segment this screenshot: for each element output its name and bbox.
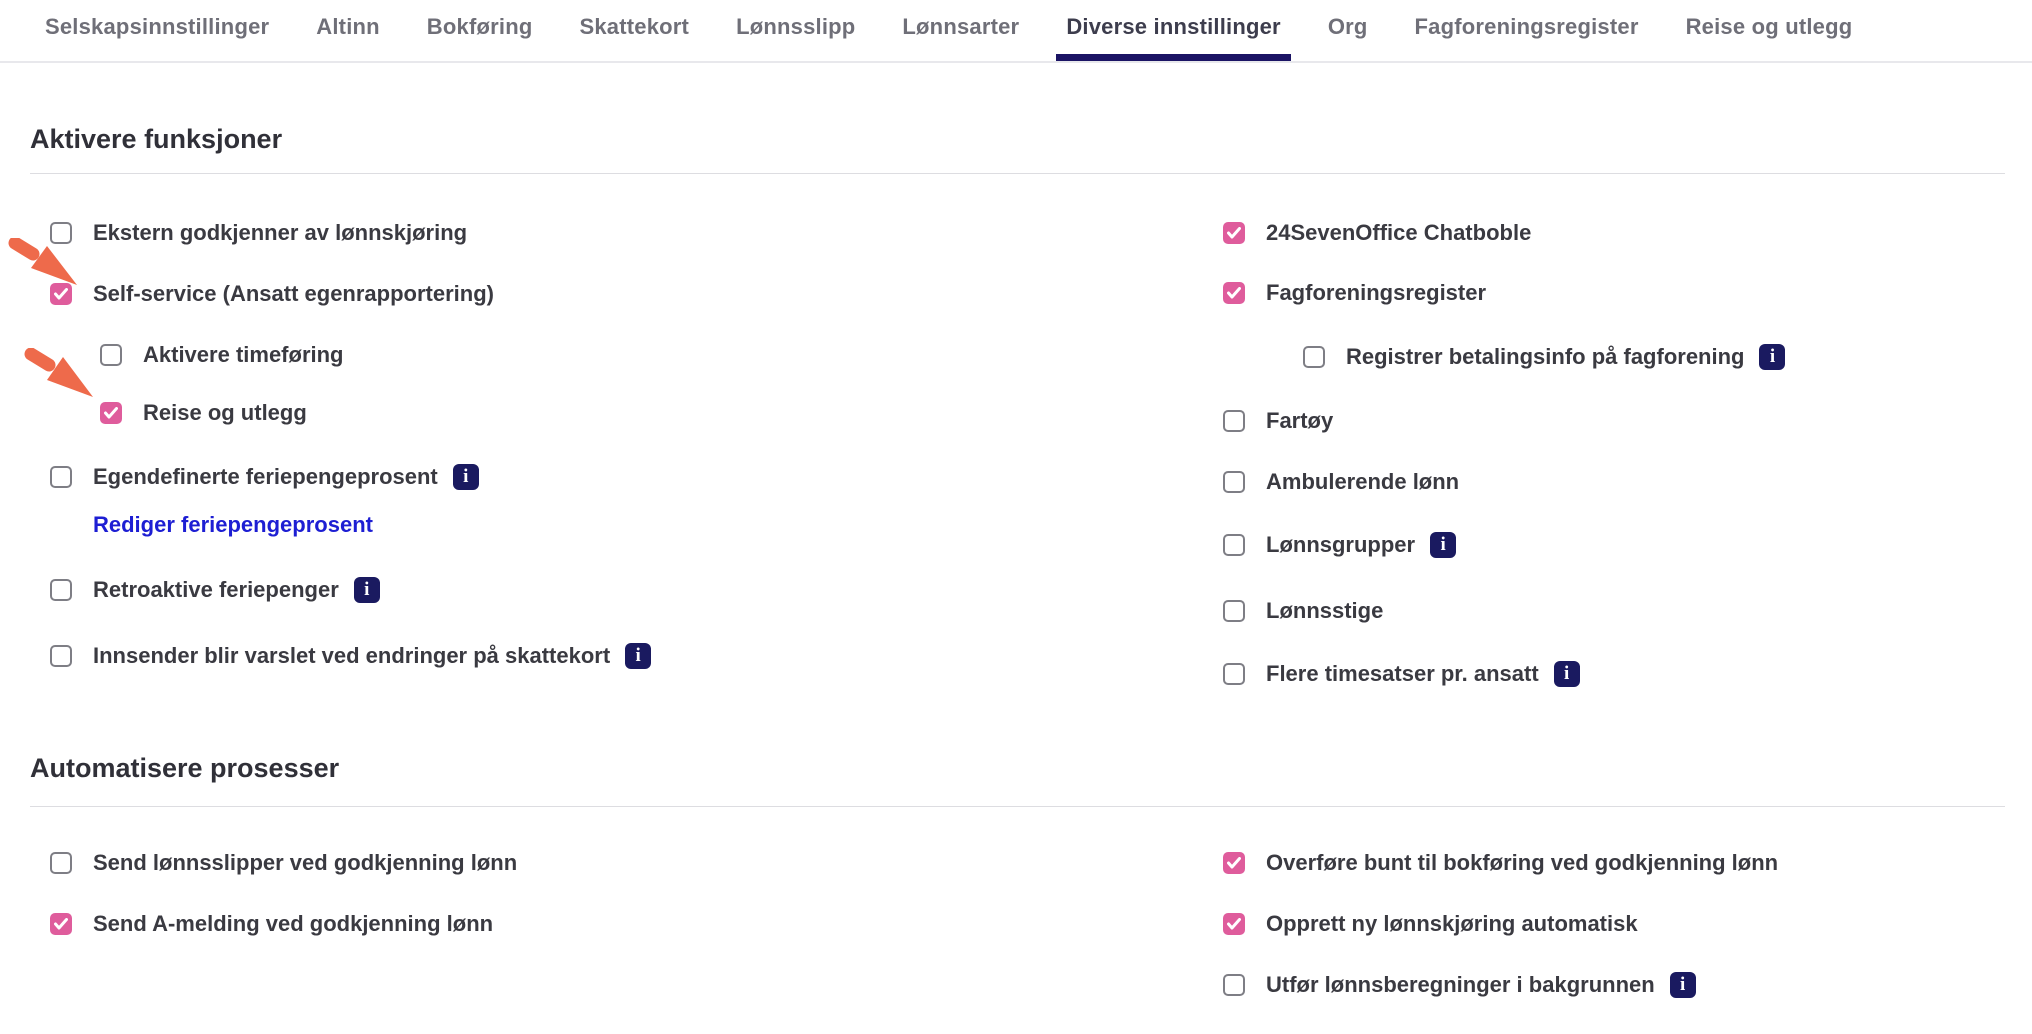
unchecked-checkbox[interactable] — [50, 222, 72, 244]
checkbox-label[interactable]: Send A-melding ved godkjenning lønn — [93, 911, 494, 936]
tab-l-nnsarter[interactable]: Lønnsarter — [902, 14, 1020, 39]
tab-l-nnsslipp[interactable]: Lønnsslipp — [736, 14, 856, 39]
checked-checkbox[interactable] — [1223, 852, 1245, 874]
checkbox-row-l-nnsstige — [1223, 593, 1383, 629]
rediger-feriepengeprosent-link[interactable]: Rediger feriepengeprosent — [93, 512, 373, 537]
unchecked-checkbox[interactable] — [1223, 410, 1245, 432]
checkbox-row-fagforeningsregister — [1223, 275, 1486, 311]
unchecked-checkbox[interactable] — [50, 579, 72, 601]
checked-checkbox[interactable] — [50, 283, 72, 305]
checked-checkbox[interactable] — [100, 402, 122, 424]
checkbox-label[interactable]: Opprett ny lønnskjøring automatisk — [1266, 911, 1638, 936]
checkbox-label[interactable]: Registrer betalingsinfo på fagforening — [1346, 344, 1745, 369]
unchecked-checkbox[interactable] — [100, 344, 122, 366]
unchecked-checkbox[interactable] — [1223, 534, 1245, 556]
info-icon[interactable]: i — [625, 643, 651, 669]
checkbox-row-aktivere-timef-ring — [100, 337, 344, 373]
tab-selskapsinnstillinger[interactable]: Selskapsinnstillinger — [45, 14, 270, 39]
checkbox-label[interactable]: Fartøy — [1266, 408, 1334, 433]
checked-checkbox[interactable] — [1223, 222, 1245, 244]
section-title-aktivere-funksjoner: Aktivere funksjoner — [30, 124, 283, 154]
info-icon[interactable]: i — [1430, 532, 1456, 558]
checkbox-label[interactable]: Send lønnsslipper ved godkjenning lønn — [93, 850, 518, 875]
settings-tab-bar — [0, 0, 2032, 63]
unchecked-checkbox[interactable] — [50, 852, 72, 874]
section-title-automatisere-prosesser: Automatisere prosesser — [30, 753, 340, 783]
checkbox-label[interactable]: Ekstern godkjenner av lønnskjøring — [93, 220, 468, 245]
annotation-arrow-reise-og-utlegg — [24, 348, 96, 400]
section-divider — [30, 173, 2005, 174]
checkbox-row-opprett-ny-l-nnskj-ring-automatisk — [1223, 906, 1638, 942]
checkbox-row-reise-og-utlegg — [100, 395, 307, 431]
checkbox-row-registrer-betalingsinfo-p-fagforening — [1303, 339, 1785, 375]
link-row — [93, 507, 373, 543]
checkbox-row-retroaktive-feriepenger — [50, 572, 380, 608]
checkbox-label[interactable]: Self-service (Ansatt egenrapportering) — [93, 281, 494, 306]
checkbox-label[interactable]: Utfør lønnsberegninger i bakgrunnen — [1266, 972, 1655, 997]
unchecked-checkbox[interactable] — [50, 466, 72, 488]
tab-skattekort[interactable]: Skattekort — [579, 14, 690, 39]
checkbox-row-ekstern-godkjenner-av-l-nnskj-ring — [50, 215, 467, 251]
checkbox-label[interactable]: Overføre bunt til bokføring ved godkjenning lønn — [1266, 850, 1779, 875]
info-icon[interactable]: i — [1759, 344, 1785, 370]
checkbox-row-innsender-blir-varslet-ved-endringer-p-skattekort — [50, 638, 651, 674]
checkbox-label[interactable]: Lønnsgrupper — [1266, 532, 1416, 557]
info-icon[interactable]: i — [1554, 661, 1580, 687]
checkbox-label[interactable]: Aktivere timeføring — [143, 342, 344, 367]
checked-checkbox[interactable] — [1223, 913, 1245, 935]
info-icon[interactable]: i — [354, 577, 380, 603]
checkbox-row-send-l-nnsslipper-ved-godkjenning-l-nn — [50, 845, 517, 881]
checkbox-row-flere-timesatser-pr-ansatt — [1223, 656, 1580, 692]
unchecked-checkbox[interactable] — [1223, 600, 1245, 622]
checkbox-row-l-nnsgrupper — [1223, 527, 1456, 563]
unchecked-checkbox[interactable] — [50, 645, 72, 667]
checkbox-row-fart-y — [1223, 403, 1333, 439]
checkbox-label[interactable]: Fagforeningsregister — [1266, 280, 1487, 305]
checkbox-label[interactable]: Innsender blir varslet ved endringer på skattekort — [93, 643, 611, 668]
info-icon[interactable]: i — [453, 464, 479, 490]
checkbox-row-egendefinerte-feriepengeprosent — [50, 459, 479, 495]
checkbox-row-24sevenoffice-chatboble — [1223, 215, 1531, 251]
checkbox-label[interactable]: 24SevenOffice Chatboble — [1266, 220, 1532, 245]
info-icon[interactable]: i — [1670, 972, 1696, 998]
tab-reise-og-utlegg[interactable]: Reise og utlegg — [1685, 14, 1853, 39]
checkbox-label[interactable]: Egendefinerte feriepengeprosent — [93, 464, 438, 489]
checkbox-label[interactable]: Flere timesatser pr. ansatt — [1266, 661, 1539, 686]
unchecked-checkbox[interactable] — [1303, 346, 1325, 368]
checkbox-row-ambulerende-l-nn — [1223, 464, 1459, 500]
checkbox-row-overf-re-bunt-til-bokf-ring-ved-godkjenning-l-nn — [1223, 845, 1778, 881]
checkbox-row-self-service-ansatt-egenrapportering — [50, 276, 494, 312]
checkbox-row-send-a-melding-ved-godkjenning-l-nn — [50, 906, 493, 942]
tab-bokf-ring[interactable]: Bokføring — [426, 14, 533, 39]
tab-org[interactable]: Org — [1327, 14, 1368, 39]
section-divider — [30, 806, 2005, 807]
tab-fagforeningsregister[interactable]: Fagforeningsregister — [1414, 14, 1639, 39]
checked-checkbox[interactable] — [50, 913, 72, 935]
checkbox-label[interactable]: Ambulerende lønn — [1266, 469, 1460, 494]
tab-diverse-innstillinger[interactable]: Diverse innstillinger — [1056, 0, 1291, 61]
checked-checkbox[interactable] — [1223, 282, 1245, 304]
checkbox-label[interactable]: Retroaktive feriepenger — [93, 577, 339, 602]
tab-altinn[interactable]: Altinn — [316, 14, 380, 39]
unchecked-checkbox[interactable] — [1223, 471, 1245, 493]
unchecked-checkbox[interactable] — [1223, 974, 1245, 996]
checkbox-row-utf-r-l-nnsberegninger-i-bakgrunnen — [1223, 967, 1696, 1003]
checkbox-label[interactable]: Reise og utlegg — [143, 400, 307, 425]
unchecked-checkbox[interactable] — [1223, 663, 1245, 685]
checkbox-label[interactable]: Lønnsstige — [1266, 598, 1384, 623]
